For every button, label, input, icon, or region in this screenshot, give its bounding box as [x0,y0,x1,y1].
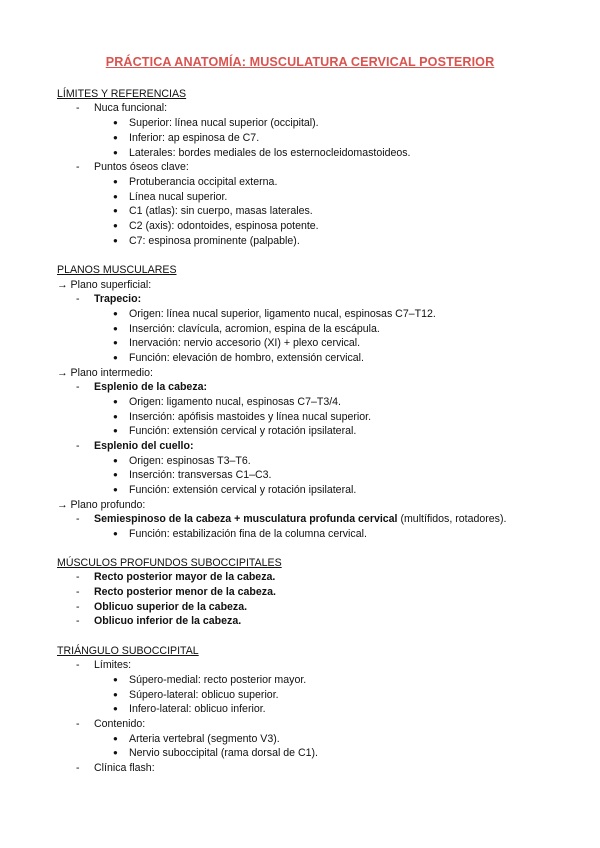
list-item: Inferior: ap espinosa de C7. [129,132,260,144]
list-item: C2 (axis): odontoides, espinosa potente. [129,220,319,232]
bullet-dot: ● [113,133,118,142]
list-item: C7: espinosa prominente (palpable). [129,235,300,247]
dash-bullet: - [76,440,80,452]
list-item: Origen: línea nucal superior, ligamento nucal, espinosas C7–T12. [129,308,436,320]
bullet-dot: ● [113,338,118,347]
dash-bullet: - [76,571,80,583]
muscle-semiespinoso [94,512,506,526]
dash-bullet: - [76,102,80,114]
muscle-semiespinoso-note: (multífidos, rotadores). [397,513,507,525]
list-item: Origen: ligamento nucal, espinosas C7–T3/4. [129,396,341,408]
muscle-semiespinoso-name: Semiespinoso de la cabeza + musculatura profunda cervical [94,513,398,525]
dash-bullet: - [76,586,80,598]
list-item: Función: extensión cervical y rotación ipsilateral. [129,425,357,437]
bullet-dot: ● [113,690,118,699]
dash-bullet: - [76,601,80,613]
plane-superficial: → Plano superficial: [57,279,152,291]
plane-intermedio: → Plano intermedio: [57,367,153,379]
list-item: Inserción: apófisis mastoides y línea nucal superior. [129,411,372,423]
bullet-dot: ● [113,456,118,465]
list-item-nuca: Nuca funcional: [94,102,168,114]
list-item: Súpero-lateral: oblicuo superior. [129,689,279,701]
dash-bullet: - [76,293,80,305]
bullet-dot: ● [113,236,118,245]
list-item: Súpero-medial: recto posterior mayor. [129,674,307,686]
list-item-clinica: Clínica flash: [94,762,155,774]
bullet-dot: ● [113,324,118,333]
bullet-dot: ● [113,529,118,538]
list-item: Función: elevación de hombro, extensión cervical. [129,352,364,364]
section-heading-planos: PLANOS MUSCULARES [57,264,177,276]
bullet-dot: ● [113,309,118,318]
list-item: C1 (atlas): sin cuerpo, masas laterales. [129,205,313,217]
list-item: Laterales: bordes mediales de los esternocleidomastoideos. [129,147,411,159]
dash-bullet: - [76,762,80,774]
bullet-dot: ● [113,397,118,406]
dash-bullet: - [76,718,80,730]
list-item: Oblicuo superior de la cabeza. [94,601,248,613]
bullet-dot: ● [113,148,118,157]
list-item-puntos: Puntos óseos clave: [94,161,189,173]
list-item: Función: extensión cervical y rotación ipsilateral. [129,484,357,496]
bullet-dot: ● [113,485,118,494]
list-item: Función: estabilización fina de la columna cervical. [129,528,367,540]
dash-bullet: - [76,161,80,173]
muscle-esplenio-cabeza: Esplenio de la cabeza: [94,381,208,393]
list-item: Inervación: nervio accesorio (XI) + plexo cervical. [129,337,361,349]
section-heading-suboccipitales: MÚSCULOS PROFUNDOS SUBOCCIPITALES [57,557,282,569]
section-heading-limites: LÍMITES Y REFERENCIAS [57,88,187,100]
bullet-dot: ● [113,412,118,421]
muscle-trapecio: Trapecio: [94,293,142,305]
list-item-limites: Límites: [94,659,132,671]
dash-bullet: - [76,659,80,671]
bullet-dot: ● [113,734,118,743]
list-item-contenido: Contenido: [94,718,146,730]
list-item: Recto posterior mayor de la cabeza. [94,571,276,583]
dash-bullet: - [76,381,80,393]
plane-profundo: → Plano profundo: [57,499,146,511]
dash-bullet: - [76,513,80,525]
bullet-dot: ● [113,118,118,127]
list-item: Línea nucal superior. [129,191,228,203]
list-item: Superior: línea nucal superior (occipital). [129,117,319,129]
bullet-dot: ● [113,704,118,713]
list-item: Origen: espinosas T3–T6. [129,455,251,467]
list-item: Inserción: transversas C1–C3. [129,469,272,481]
list-item: Arteria vertebral (segmento V3). [129,733,280,745]
bullet-dot: ● [113,748,118,757]
list-item: Inserción: clavícula, acromion, espina de la escápula. [129,323,380,335]
bullet-dot: ● [113,470,118,479]
list-item: Nervio suboccipital (rama dorsal de C1). [129,747,318,759]
list-item: Recto posterior menor de la cabeza. [94,586,276,598]
list-item: Oblicuo inferior de la cabeza. [94,615,242,627]
bullet-dot: ● [113,221,118,230]
section-heading-triangulo: TRIÁNGULO SUBOCCIPITAL [57,645,199,657]
bullet-dot: ● [113,426,118,435]
bullet-dot: ● [113,192,118,201]
bullet-dot: ● [113,675,118,684]
list-item: Infero-lateral: oblicuo inferior. [129,703,266,715]
bullet-dot: ● [113,206,118,215]
dash-bullet: - [76,615,80,627]
document-title: PRÁCTICA ANATOMÍA: MUSCULATURA CERVICAL POSTERIOR [105,55,495,69]
bullet-dot: ● [113,177,118,186]
bullet-dot: ● [113,353,118,362]
list-item: Protuberancia occipital externa. [129,176,278,188]
muscle-esplenio-cuello: Esplenio del cuello: [94,440,194,452]
